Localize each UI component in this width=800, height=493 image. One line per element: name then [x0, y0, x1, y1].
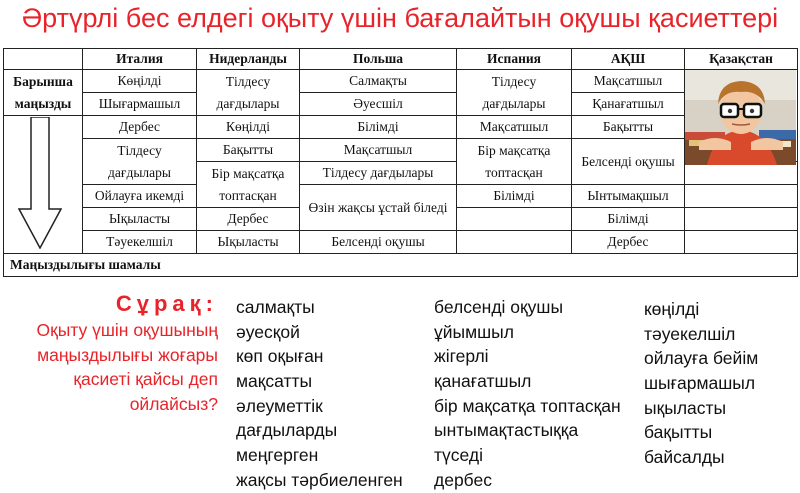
word-column-1	[236, 295, 403, 493]
cell-netherlands: Көңілді	[197, 116, 300, 139]
word-item: ынтымақтастыққа	[434, 420, 579, 441]
word-item: дербес	[434, 469, 492, 490]
cell-poland: Білімді	[300, 116, 457, 139]
word-item: салмақты	[236, 297, 315, 317]
student-photo	[685, 70, 796, 165]
cell-spain: Бір мақсатқа топтасқан	[457, 139, 572, 185]
cell-italy: Шығармашыл	[83, 93, 197, 116]
word-item: көңілді	[644, 299, 700, 319]
cell-netherlands: Ықыласты	[197, 231, 300, 254]
cell-netherlands: Бақытты	[197, 139, 300, 162]
word-item: тәуекелшіл	[644, 323, 736, 344]
cell-usa: Дербес	[572, 231, 685, 254]
cell-usa: Қанағатшыл	[572, 93, 685, 116]
cell-usa: Ынтымақшыл	[572, 185, 685, 208]
most-important-label: Барынша маңызды	[4, 70, 83, 116]
cell-poland: Салмақты	[300, 70, 457, 93]
cell-kazakhstan	[685, 185, 798, 208]
word-column-2	[434, 295, 621, 493]
cell-spain: Тілдесу дағдылары	[457, 70, 572, 116]
word-item: қанағатшыл	[434, 371, 532, 392]
question-heading: Сұрақ:	[115, 291, 218, 316]
cell-spain: Мақсатшыл	[457, 116, 572, 139]
word-item: белсенді оқушы	[434, 297, 564, 317]
word-item: мақсатты	[236, 371, 313, 392]
word-item: түседі	[434, 445, 483, 466]
word-item: көп оқыған	[236, 346, 324, 367]
header-italy: Италия	[83, 49, 197, 70]
cell-kazakhstan	[685, 208, 798, 231]
word-item: меңгерген	[236, 445, 319, 466]
word-item: ойлауға бейім	[644, 348, 759, 369]
down-arrow-icon	[18, 117, 62, 249]
word-item: ықыласты	[644, 397, 727, 418]
cell-spain: Білімді	[457, 185, 572, 208]
header-spain: Испания	[457, 49, 572, 70]
word-item: әлеуметтік	[236, 395, 323, 416]
header-poland: Польша	[300, 49, 457, 70]
cell-italy: Ойлауға икемді	[83, 185, 197, 208]
cell-poland: Мақсатшыл	[300, 139, 457, 162]
least-important-label: Маңыздылығы шамалы	[4, 254, 798, 277]
cell-poland: Өзін жақсы ұстай біледі	[300, 185, 457, 231]
cell-italy: Ықыласты	[83, 208, 197, 231]
cell-italy: Тілдесу дағдылары	[83, 139, 197, 185]
cell-usa: Белсенді оқушы	[572, 139, 685, 185]
traits-table	[3, 48, 798, 277]
cell-netherlands: Бір мақсатқа топтасқан	[197, 162, 300, 208]
word-item: байсалды	[644, 447, 725, 468]
word-item: дағдыларды	[236, 420, 338, 441]
cell-netherlands: Тілдесу дағдылары	[197, 70, 300, 116]
cell-italy: Тәуекелшіл	[83, 231, 197, 254]
header-kazakhstan: Қазақстан	[685, 49, 798, 70]
word-column-3	[644, 297, 758, 470]
page-title: Әртүрлі бес елдегі оқыту үшін бағалайтын оқушы қасиеттері	[21, 3, 779, 33]
word-item: ұйымшыл	[434, 321, 514, 342]
word-item: шығармашыл	[644, 373, 756, 394]
cell-italy: Көңілді	[83, 70, 197, 93]
word-item: жігерлі	[434, 346, 489, 367]
cell-kazakhstan	[685, 231, 798, 254]
header-usa: АҚШ	[572, 49, 685, 70]
header-netherlands: Нидерланды	[197, 49, 300, 70]
cell-poland: Тілдесу дағдылары	[300, 162, 457, 185]
word-item: жақсы тәрбиеленген	[236, 469, 403, 490]
cell-usa: Мақсатшыл	[572, 70, 685, 93]
word-item: бақытты	[644, 422, 713, 443]
cell-usa: Бақытты	[572, 116, 685, 139]
cell-poland: Әуесшіл	[300, 93, 457, 116]
word-item: бір мақсатқа топтасқан	[434, 395, 621, 416]
cell-spain	[457, 208, 572, 231]
cell-italy: Дербес	[83, 116, 197, 139]
cell-poland: Белсенді оқушы	[300, 231, 457, 254]
cell-netherlands: Дербес	[197, 208, 300, 231]
word-item: әуесқой	[236, 321, 300, 342]
header-empty	[4, 49, 83, 70]
cell-usa: Білімді	[572, 208, 685, 231]
cell-spain	[457, 231, 572, 254]
question-text: Оқыту үшін оқушының маңыздылығы жоғары қасиеті қайсы деп ойлайсыз?	[36, 320, 218, 414]
